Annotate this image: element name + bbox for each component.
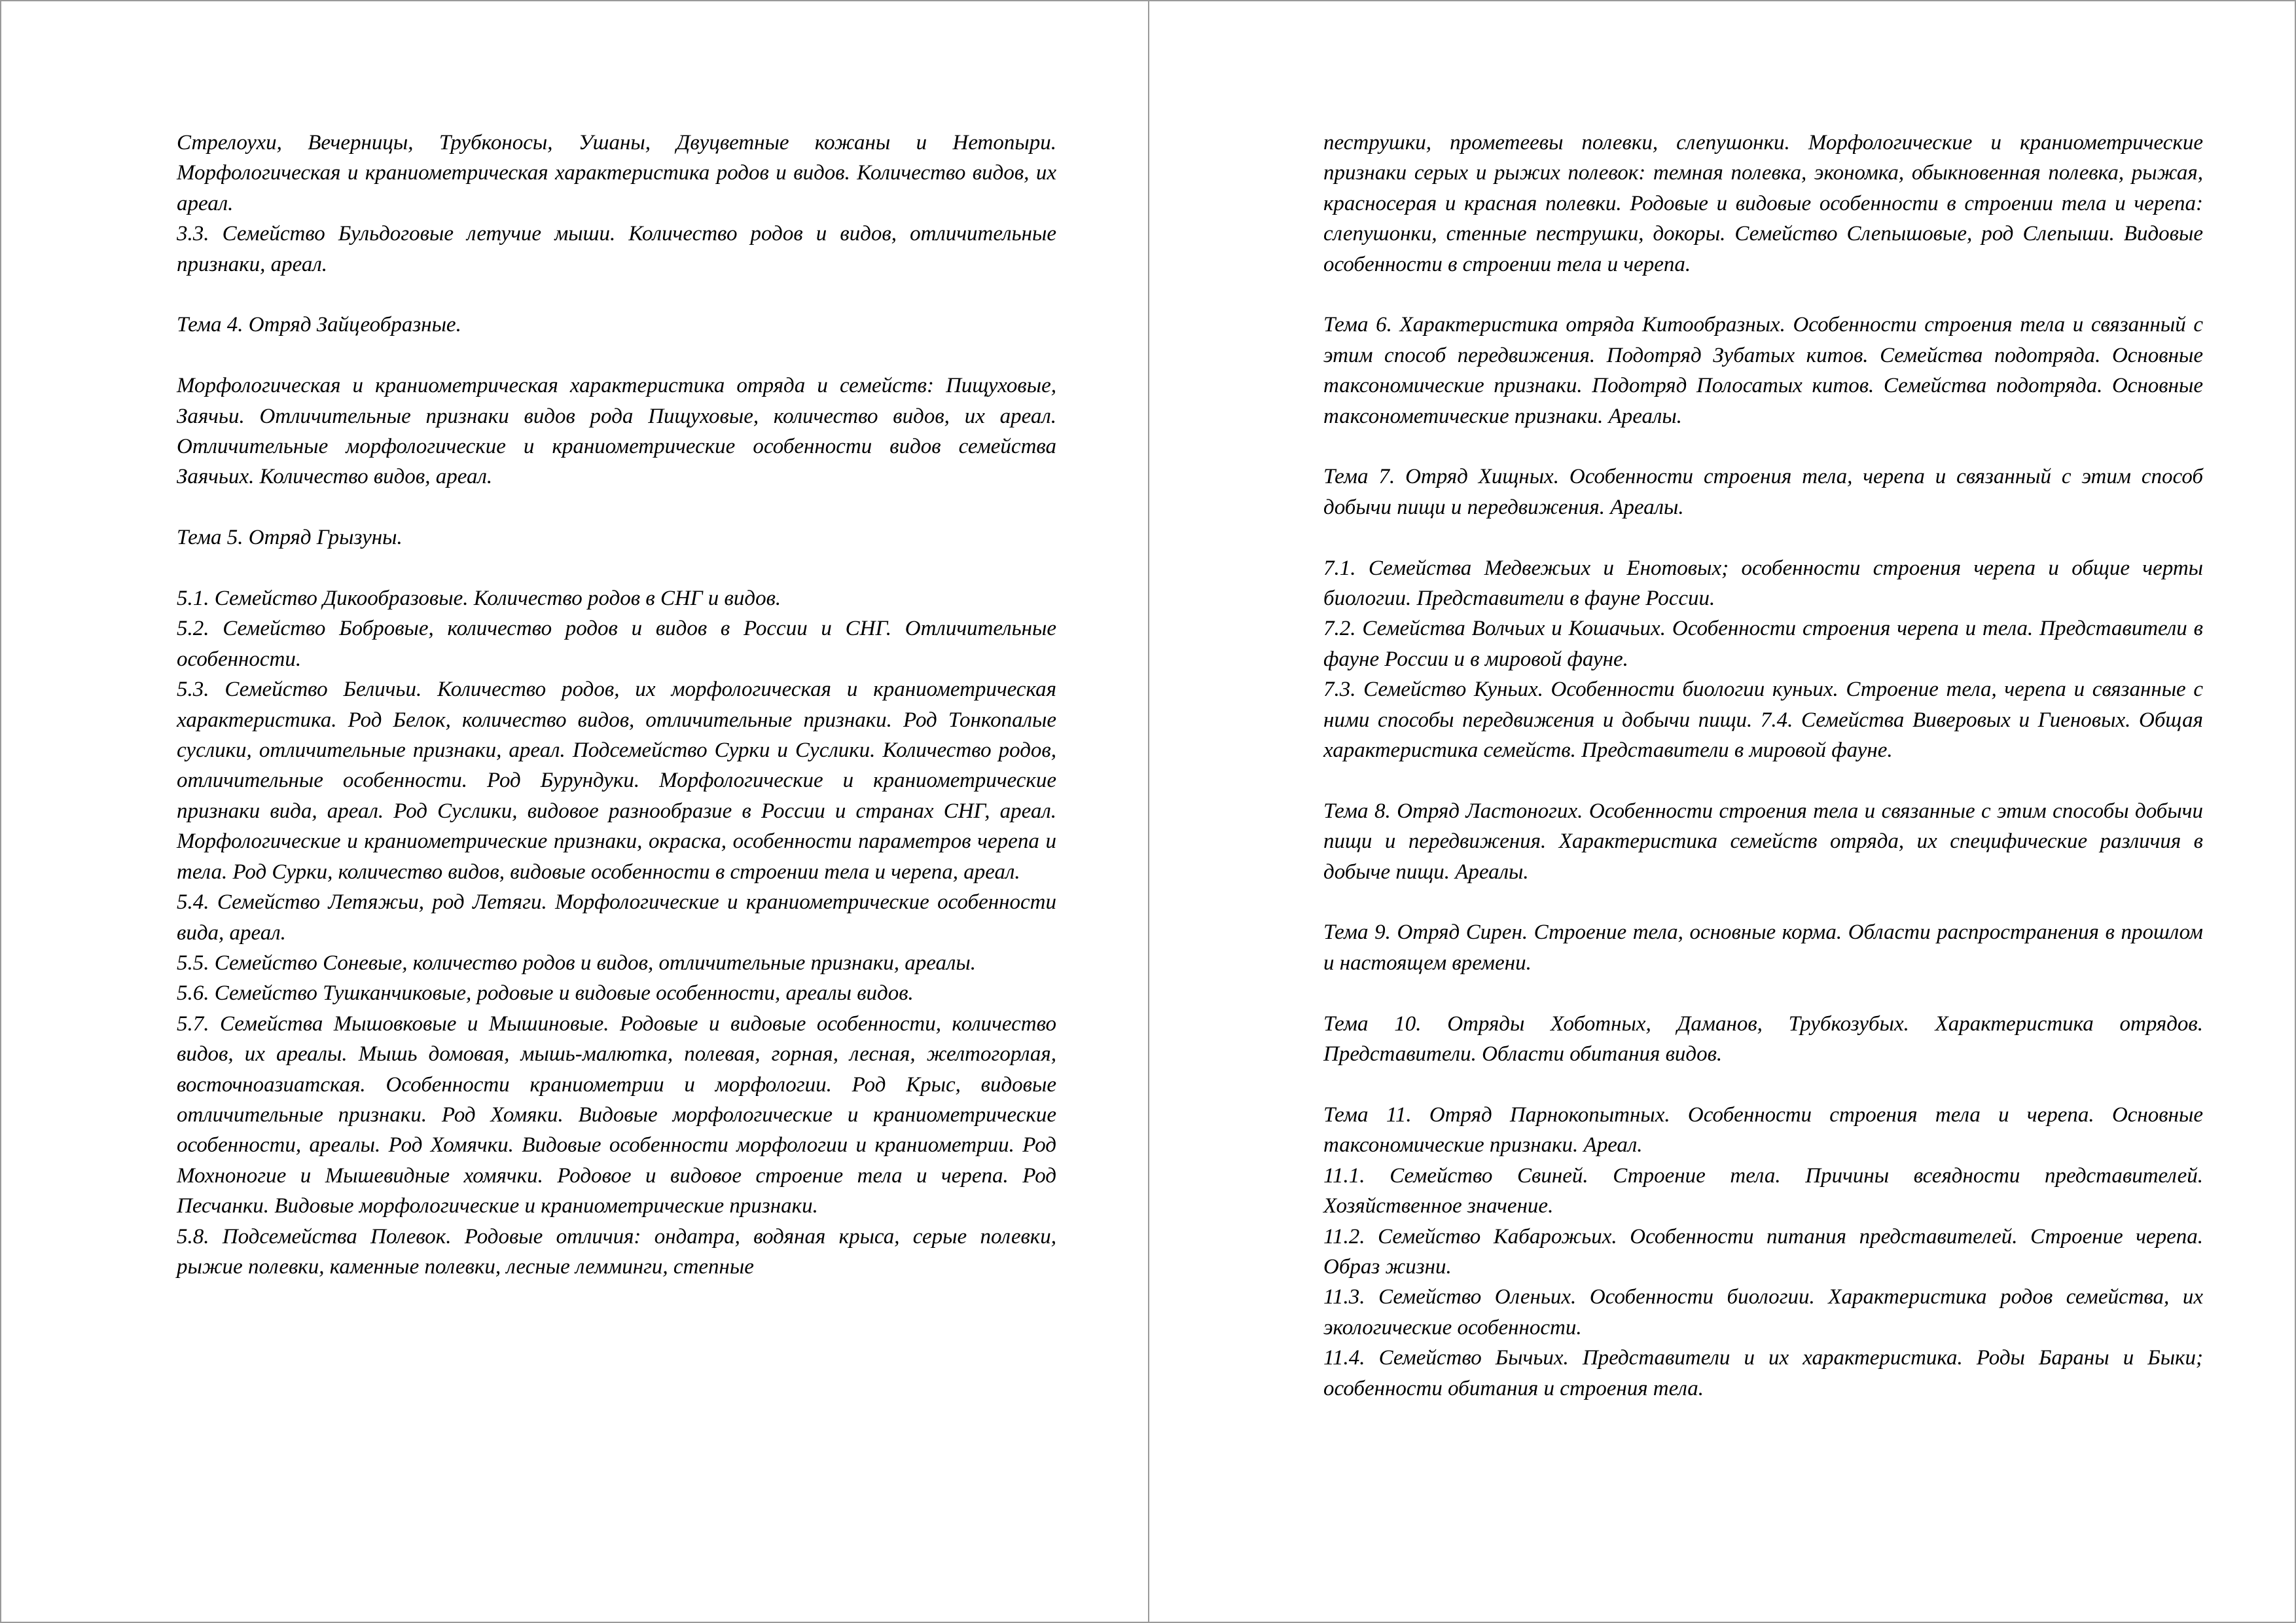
paragraph: Тема 8. Отряд Ластоногих. Особенности строения тела и связанные с этим способы добычи пищи и передвижения. Характеристика семейств отряда, их специфические различия в добыче пищи. Ареалы. <box>1323 799 2203 884</box>
paragraph: 5.6. Семейство Тушканчиковые, родовые и видовые особенности, ареалы видов. <box>177 981 914 1006</box>
paragraph: 5.8. Подсемейства Полевок. Родовые отличия: ондатра, водяная крыса, серые полевки, рыжие полевки, каменные полевки, лесные лемминги, степные <box>177 1224 1056 1279</box>
paragraph: 5.7. Семейства Мышовковые и Мышиновые. Родовые и видовые особенности, количество видов, их ареалы. Мышь домовая, мышь-малютка, полевая, горная, лесная, желтогорлая, восточноазиатская. Особенности краниометрии и морфологии. Род Крыс, видовые отличительные признаки. Род Хомяки. Видовые морфологические и краниометрические особенности, ареалы. Род Хомячки. Видовые особенности морфологии и краниометрии. Род Мохноногие и Мышевидные хомячки. Родовое и видовое строение тела и черепа. Род Песчанки. Видовые морфологические и краниометрические признаки. <box>177 1012 1056 1218</box>
paragraph: 11.4. Семейство Бычьих. Представители и их характеристика. Роды Бараны и Быки; особенности обитания и строения тела. <box>1323 1346 2203 1400</box>
paragraph: 11.3. Семейство Оленьих. Особенности биологии. Характеристика родов семейства, их экологические особенности. <box>1323 1285 2203 1340</box>
paragraph: 11.1. Семейство Свиней. Строение тела. Причины всеядности представителей. Хозяйственное значение. <box>1323 1163 2203 1218</box>
section-heading: Тема 4. Отряд Зайцеобразные. <box>177 313 461 337</box>
paragraph: Тема 7. Отряд Хищных. Особенности строения тела, черепа и связанный с этим способ добычи пищи и передвижения. Ареалы. <box>1323 465 2203 519</box>
paragraph: 5.3. Семейство Беличьи. Количество родов, их морфологическая и краниометрическая характеристика. Род Белок, количество видов, отличительные признаки. Род Тонкопалые суслики, отличительные признаки, ареал. Подсемейство Сурки и Суслики. Количество родов, отличительные особенности. Род Бурундуки. Морфологические и краниометрические признаки вида, ареал. Род Суслики, видовое разнообразие в России и странах СНГ, ареал. Морфологические и краниометрические признаки, окраска, особенности параметров черепа и тела. Род Сурки, количество видов, видовые особенности в строении тела и черепа, ареал. <box>177 678 1056 884</box>
paragraph: Морфологическая и краниометрическая характеристика отряда и семейств: Пищуховые, Заячьи. Отличительные признаки видов рода Пищуховые, количество видов, их ареал. Отличительные морфологические и краниометрические особенности видов семейства Заячьих. Количество видов, ареал. <box>177 374 1056 489</box>
left-page <box>177 128 1056 1282</box>
paragraph: Тема 11. Отряд Парнокопытных. Особенности строения тела и черепа. Основные таксономические признаки. Ареал. <box>1323 1103 2203 1158</box>
paragraph: 5.4. Семейство Летяжьи, род Летяги. Морфологические и краниометрические особенности вида, ареал. <box>177 890 1056 945</box>
paragraph: Тема 10. Отряды Хоботных, Даманов, Трубкозубых. Характеристика отрядов. Представители. Области обитания видов. <box>1323 1012 2203 1067</box>
paragraph: Стрелоухи, Вечерницы, Трубконосы, Ушаны, Двуцветные кожаны и Нетопыри. Морфологическая и краниометрическая характеристика родов и видов. Количество видов, их ареал. <box>177 131 1056 215</box>
page-divider <box>1148 1 1149 1622</box>
paragraph: 7.3. Семейство Куньих. Особенности биологии куньих. Строение тела, черепа и связанные с ними способы передвижения и добычи пищи. 7.4. Семейства Виверовых и Гиеновых. Общая характеристика семейств. Представители в мировой фауне. <box>1323 678 2203 763</box>
section-heading: Тема 5. Отряд Грызуны. <box>177 526 403 550</box>
paragraph: 11.2. Семейство Кабарожьих. Особенности питания представителей. Строение черепа. Образ жизни. <box>1323 1224 2203 1279</box>
paragraph: 3.3. Семейство Бульдоговые летучие мыши. Количество родов и видов, отличительные признаки, ареал. <box>177 222 1056 276</box>
paragraph: пеструшки, прометеевы полевки, слепушонки. Морфологические и краниометрические признаки серых и рыжих полевок: темная полевка, экономка, обыкновенная полевка, рыжая, красносерая и красная полевки. Родовые и видовые особенности в строении тела и черепа: слепушонки, стенные пеструшки, докоры. Семейство Слепышовые, род Слепыши. Видовые особенности в строении тела и черепа. <box>1323 131 2203 276</box>
paragraph: 7.2. Семейства Волчьих и Кошачьих. Особенности строения черепа и тела. Представители в фауне России и в мировой фауне. <box>1323 617 2203 671</box>
paragraph: Тема 6. Характеристика отряда Китообразных. Особенности строения тела и связанный с этим способ передвижения. Подотряд Зубатых китов. Семейства подотряда. Основные таксономические признаки. Подотряд Полосатых китов. Семейства подотряда. Основные таксонометические признаки. Ареалы. <box>1323 313 2203 428</box>
paragraph: 5.5. Семейство Соневые, количество родов и видов, отличительные признаки, ареалы. <box>177 951 976 975</box>
paragraph: Тема 9. Отряд Сирен. Строение тела, основные корма. Области распространения в прошлом и настоящем времени. <box>1323 921 2203 975</box>
paragraph: 5.2. Семейство Бобровые, количество родов и видов в России и СНГ. Отличительные особенности. <box>177 617 1056 671</box>
paragraph: 5.1. Семейство Дикообразовые. Количество родов в СНГ и видов. <box>177 587 781 611</box>
right-page <box>1323 128 2203 1404</box>
paragraph: 7.1. Семейства Медвежьих и Енотовых; особенности строения черепа и общие черты биологии. Представители в фауне России. <box>1323 556 2203 611</box>
